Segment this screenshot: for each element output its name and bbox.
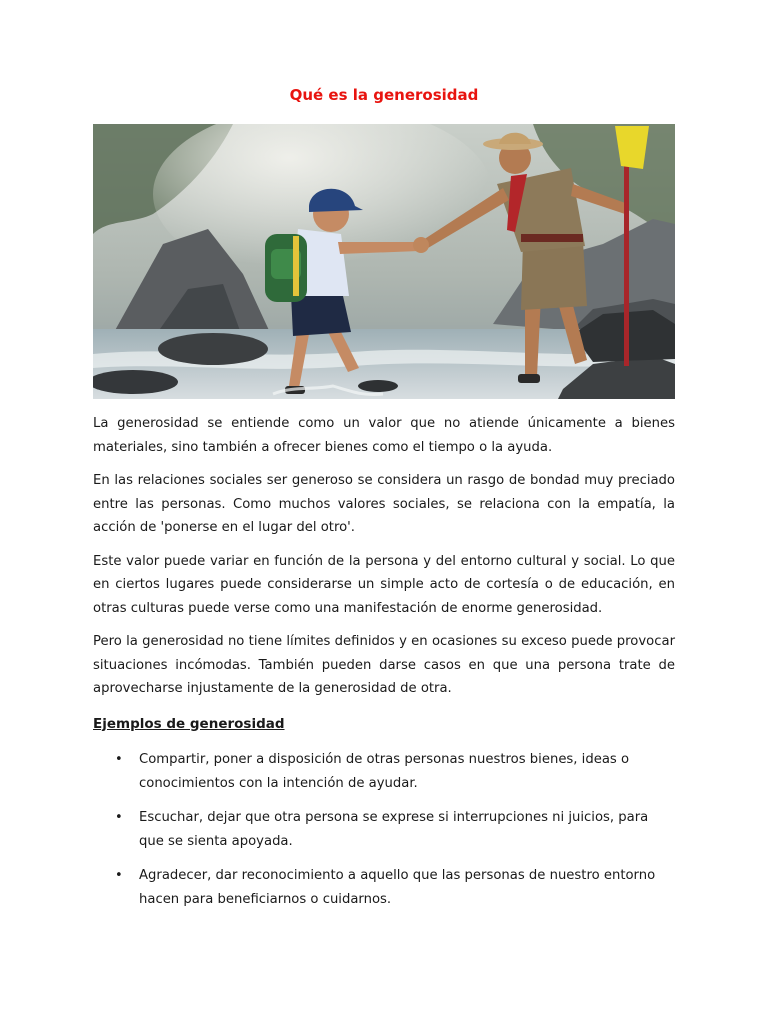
list-item [93, 864, 675, 911]
bullet-icon: • [115, 810, 123, 825]
paragraph: Pero la generosidad no tiene límites definidos y en ocasiones su exceso puede provocar situaciones incómodas. También pueden darse casos en que una persona trate de aprovecharse injustamente de la generosidad de otra. [93, 634, 675, 696]
page-title: Qué es la generosidad [289, 86, 479, 104]
paragraph: La generosidad se entiende como un valor que no atiende únicamente a bienes materiales, sino también a ofrecer bienes como el tiempo o la ayuda. [93, 416, 675, 455]
list-item [93, 806, 675, 853]
cover-photo [93, 124, 675, 399]
list-item-text: Agradecer, dar reconocimiento a aquello que las personas de nuestro entorno hacen para beneficiarnos o cuidarnos. [139, 868, 656, 907]
section-heading: Ejemplos de generosidad [93, 715, 285, 732]
paragraph: Este valor puede variar en función de la persona y del entorno cultural y social. Lo que en ciertos lugares puede considerarse un simple acto de cortesía o de educación, en otras culturas puede verse como una manifestación de enorme generosidad. [93, 553, 675, 616]
list-item [93, 748, 675, 795]
examples-list [93, 748, 675, 911]
article-body [93, 412, 675, 922]
bullet-icon: • [115, 752, 123, 767]
list-item-text: Escuchar, dejar que otra persona se exprese si interrupciones ni juicios, para que se sienta apoyada. [139, 810, 649, 849]
paragraph: En las relaciones sociales ser generoso se considera un rasgo de bondad muy preciado entre las personas. Como muchos valores sociales, se relaciona con la empatía, la acción de 'ponerse en el lugar del otro'. [93, 473, 675, 535]
list-item-text: Compartir, poner a disposición de otras personas nuestros bienes, ideas o conocimientos con la intención de ayudar. [139, 752, 630, 791]
bullet-icon: • [115, 868, 123, 883]
